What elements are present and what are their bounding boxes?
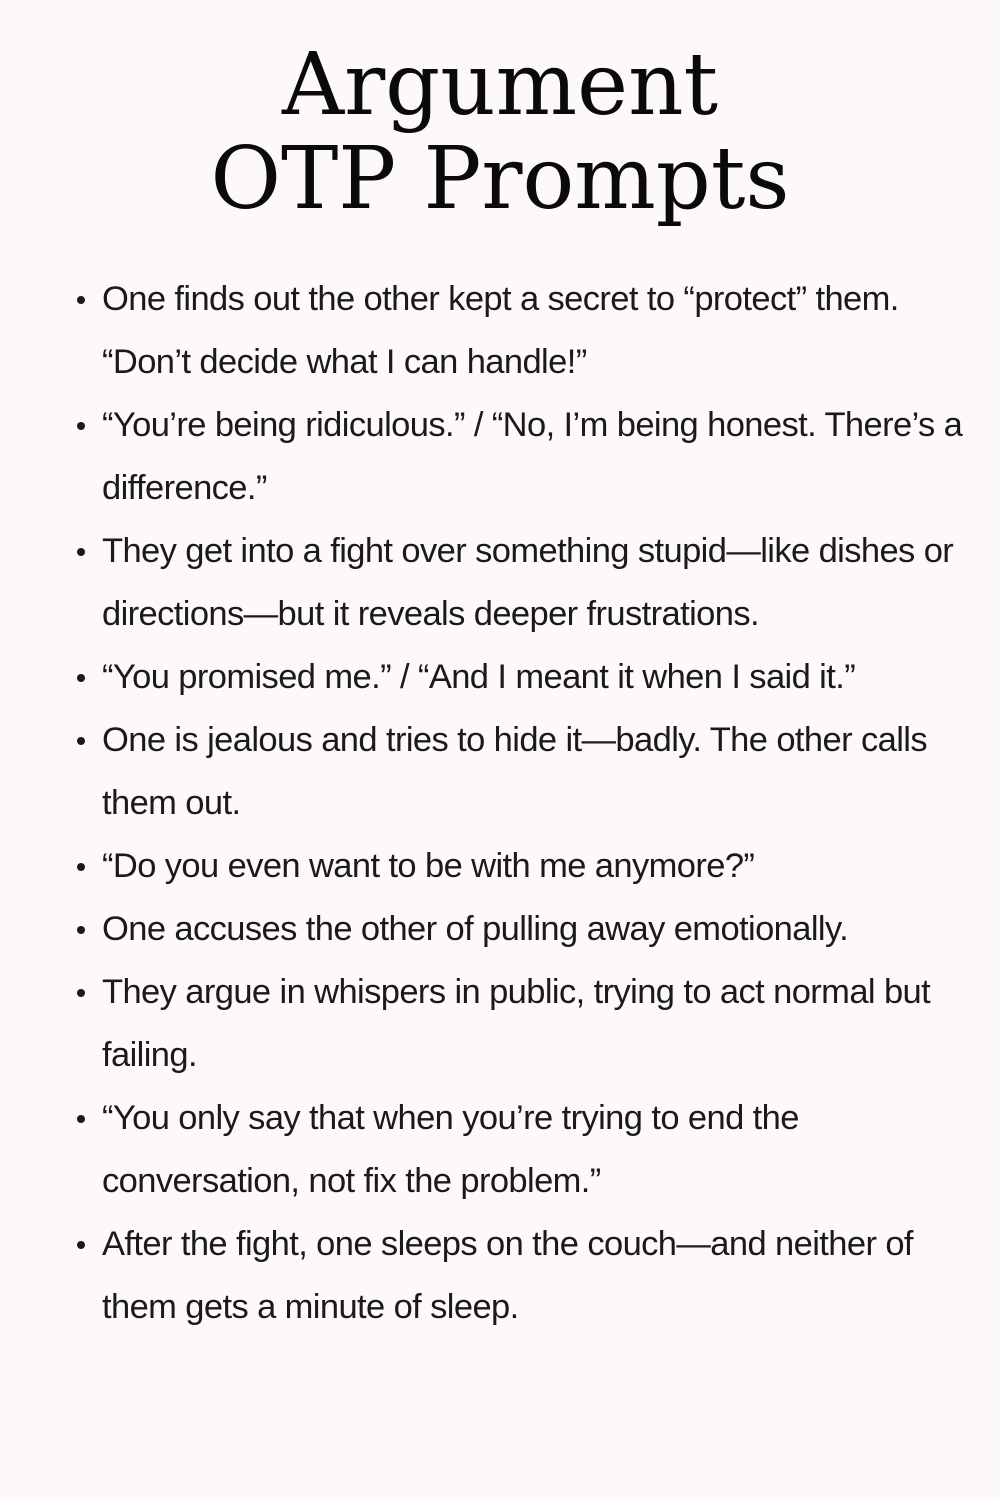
- list-item: [72, 1087, 982, 1213]
- prompt-text: One finds out the other kept a secret to “protect” them. “Don’t decide what I can handle!”: [102, 280, 899, 381]
- prompt-text: “You only say that when you’re trying to end the conversation, not fix the problem.”: [102, 1099, 799, 1200]
- bullet-icon: [77, 296, 85, 304]
- prompt-text: “You’re being ridiculous.” / “No, I’m being honest. There’s a difference.”: [102, 406, 963, 507]
- list-item: [72, 268, 982, 394]
- list-item: [72, 394, 982, 520]
- bullet-icon: [77, 989, 85, 997]
- bullet-icon: [77, 674, 85, 682]
- bullet-icon: [77, 422, 85, 430]
- list-item: [72, 835, 982, 898]
- prompt-text: They argue in whispers in public, trying to act normal but failing.: [102, 973, 931, 1074]
- title-line-2: OTP Prompts: [210, 129, 790, 229]
- prompt-list: [72, 268, 982, 1339]
- bullet-icon: [77, 863, 85, 871]
- list-item: [72, 898, 982, 961]
- list-item: [72, 961, 982, 1087]
- list-item: [72, 646, 982, 709]
- page-title: [0, 35, 1000, 229]
- list-item: [72, 520, 982, 646]
- list-item: [72, 709, 982, 835]
- prompt-text: “Do you even want to be with me anymore?”: [102, 847, 755, 885]
- prompt-text: After the fight, one sleeps on the couch—and neither of them gets a minute of sleep.: [102, 1225, 913, 1326]
- bullet-icon: [77, 1115, 85, 1123]
- bullet-icon: [77, 548, 85, 556]
- bullet-icon: [77, 737, 85, 745]
- prompt-text: “You promised me.” / “And I meant it when I said it.”: [102, 658, 856, 696]
- prompt-text: One is jealous and tries to hide it—badly. The other calls them out.: [102, 721, 927, 822]
- prompt-text: One accuses the other of pulling away emotionally.: [102, 910, 849, 948]
- title-line-1: Argument: [281, 35, 719, 135]
- prompt-text: They get into a fight over something stupid—like dishes or directions—but it reveals deeper frustrations.: [102, 532, 954, 633]
- bullet-icon: [77, 1241, 85, 1249]
- bullet-icon: [77, 926, 85, 934]
- list-item: [72, 1213, 982, 1339]
